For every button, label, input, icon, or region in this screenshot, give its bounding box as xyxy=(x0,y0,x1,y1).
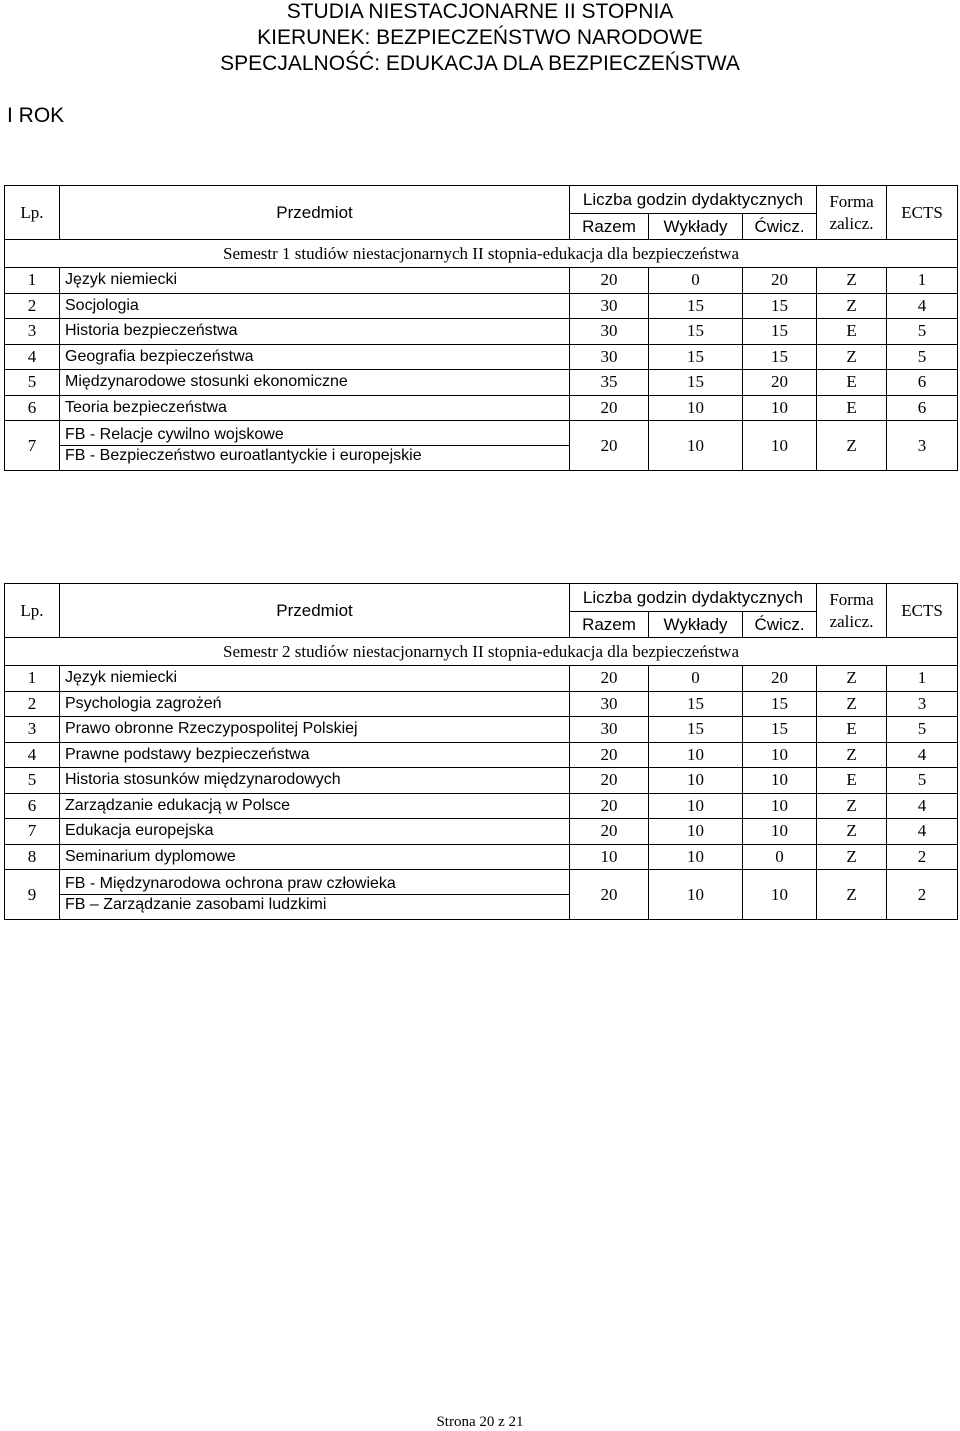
header-lp: Lp. xyxy=(5,186,60,240)
row-total: 30 xyxy=(570,691,649,717)
row-exercises: 10 xyxy=(743,742,817,768)
header-exercises: Ćwicz. xyxy=(743,612,817,638)
semester-2-title: Semestr 2 studiów niestacjonarnych II stopnia-edukacja dla bezpieczeństwa xyxy=(5,638,958,666)
row-lectures: 15 xyxy=(649,293,743,319)
row-lp: 9 xyxy=(5,870,60,920)
row-subject: Historia stosunków międzynarodowych xyxy=(60,768,570,794)
row-subject: Psychologia zagrożeń xyxy=(60,691,570,717)
row-exercises: 15 xyxy=(743,293,817,319)
row-ects: 3 xyxy=(887,691,958,717)
semester-1-title: Semestr 1 studiów niestacjonarnych II stopnia-edukacja dla bezpieczeństwa xyxy=(5,240,958,268)
table-row xyxy=(5,344,958,370)
row-subject: Edukacja europejska xyxy=(60,819,570,845)
row-form: E xyxy=(817,395,887,421)
table-row xyxy=(5,793,958,819)
row-ects: 5 xyxy=(887,717,958,743)
table-row xyxy=(5,395,958,421)
semester-1-rows xyxy=(5,268,958,471)
semester-2-rows xyxy=(5,666,958,920)
row-lp: 7 xyxy=(5,819,60,845)
row-exercises: 10 xyxy=(743,819,817,845)
row-form: Z xyxy=(817,293,887,319)
header-hours: Liczba godzin dydaktycznych xyxy=(570,186,817,214)
row-subject: Zarządzanie edukacją w Polsce xyxy=(60,793,570,819)
header-exercises: Ćwicz. xyxy=(743,214,817,240)
row-total: 20 xyxy=(570,819,649,845)
row-subject: Historia bezpieczeństwa xyxy=(60,319,570,345)
row-total: 20 xyxy=(570,268,649,294)
row-ects: 4 xyxy=(887,293,958,319)
header-total: Razem xyxy=(570,612,649,638)
row-subject: Seminarium dyplomowe xyxy=(60,844,570,870)
row-total: 20 xyxy=(570,742,649,768)
table-row xyxy=(5,268,958,294)
row-lectures: 10 xyxy=(649,768,743,794)
table-row xyxy=(5,819,958,845)
row-subject: Język niemiecki xyxy=(60,666,570,692)
row-ects: 1 xyxy=(887,268,958,294)
row-form: Z xyxy=(817,844,887,870)
row-lp: 1 xyxy=(5,666,60,692)
row-form: E xyxy=(817,370,887,396)
elective-option-1: FB - Międzynarodowa ochrona praw człowieka xyxy=(60,874,569,895)
row-lectures: 10 xyxy=(649,395,743,421)
row-lp: 6 xyxy=(5,793,60,819)
row-ects: 5 xyxy=(887,319,958,345)
row-form: Z xyxy=(817,793,887,819)
header-ects: ECTS xyxy=(887,186,958,240)
row-form: Z xyxy=(817,742,887,768)
row-lectures: 15 xyxy=(649,370,743,396)
row-lectures: 15 xyxy=(649,344,743,370)
row-lectures: 10 xyxy=(649,421,743,471)
header-subject: Przedmiot xyxy=(60,186,570,240)
table-row xyxy=(5,666,958,692)
header-lp: Lp. xyxy=(5,584,60,638)
row-total: 20 xyxy=(570,421,649,471)
table-row xyxy=(5,691,958,717)
row-subject: Prawo obronne Rzeczypospolitej Polskiej xyxy=(60,717,570,743)
row-lp: 4 xyxy=(5,344,60,370)
row-form: Z xyxy=(817,268,887,294)
row-form: Z xyxy=(817,666,887,692)
row-exercises: 15 xyxy=(743,319,817,345)
row-form: Z xyxy=(817,691,887,717)
row-lectures: 10 xyxy=(649,742,743,768)
row-form: Z xyxy=(817,819,887,845)
row-ects: 2 xyxy=(887,870,958,920)
row-lectures: 10 xyxy=(649,793,743,819)
row-total: 30 xyxy=(570,293,649,319)
row-ects: 6 xyxy=(887,395,958,421)
table-row xyxy=(5,742,958,768)
table-row xyxy=(5,319,958,345)
row-lectures: 15 xyxy=(649,717,743,743)
row-exercises: 10 xyxy=(743,870,817,920)
row-total: 20 xyxy=(570,666,649,692)
row-lectures: 15 xyxy=(649,691,743,717)
row-exercises: 10 xyxy=(743,395,817,421)
row-total: 30 xyxy=(570,344,649,370)
row-total: 20 xyxy=(570,768,649,794)
row-subject: Teoria bezpieczeństwa xyxy=(60,395,570,421)
row-lp: 8 xyxy=(5,844,60,870)
row-lp: 2 xyxy=(5,293,60,319)
row-exercises: 20 xyxy=(743,268,817,294)
table-row xyxy=(5,844,958,870)
header-form-line1: Forma xyxy=(829,589,874,609)
table-row-elective xyxy=(5,870,958,920)
table-row xyxy=(5,768,958,794)
row-lectures: 15 xyxy=(649,319,743,345)
table-row xyxy=(5,717,958,743)
semester-2-table xyxy=(4,583,958,920)
row-form: E xyxy=(817,768,887,794)
elective-option-2: FB - Bezpieczeństwo euroatlantyckie i europejskie xyxy=(65,447,422,464)
row-lp: 5 xyxy=(5,370,60,396)
row-ects: 4 xyxy=(887,742,958,768)
row-lp: 5 xyxy=(5,768,60,794)
row-exercises: 0 xyxy=(743,844,817,870)
elective-option-2: FB – Zarządzanie zasobami ludzkimi xyxy=(65,896,327,913)
table-row-elective xyxy=(5,421,958,471)
row-ects: 6 xyxy=(887,370,958,396)
row-total: 20 xyxy=(570,793,649,819)
row-total: 35 xyxy=(570,370,649,396)
row-lectures: 0 xyxy=(649,268,743,294)
row-total: 30 xyxy=(570,717,649,743)
row-lp: 6 xyxy=(5,395,60,421)
row-ects: 4 xyxy=(887,819,958,845)
row-ects: 4 xyxy=(887,793,958,819)
row-lp: 4 xyxy=(5,742,60,768)
row-exercises: 20 xyxy=(743,370,817,396)
header-form xyxy=(817,584,887,638)
row-form: Z xyxy=(817,421,887,471)
row-ects: 1 xyxy=(887,666,958,692)
row-form: Z xyxy=(817,344,887,370)
row-ects: 2 xyxy=(887,844,958,870)
row-subject: Socjologia xyxy=(60,293,570,319)
header-line-3: SPECJALNOŚĆ: EDUKACJA DLA BEZPIECZEŃSTWA xyxy=(220,52,740,75)
table-row xyxy=(5,370,958,396)
row-lectures: 0 xyxy=(649,666,743,692)
row-lp: 3 xyxy=(5,717,60,743)
row-subject-electives xyxy=(60,421,570,471)
row-exercises: 10 xyxy=(743,421,817,471)
header-form-line1: Forma xyxy=(829,191,874,211)
header-line-1: STUDIA NIESTACJONARNE II STOPNIA xyxy=(286,0,674,23)
header-hours: Liczba godzin dydaktycznych xyxy=(570,584,817,612)
row-exercises: 15 xyxy=(743,344,817,370)
row-exercises: 20 xyxy=(743,666,817,692)
header-lectures: Wykłady xyxy=(649,214,743,240)
header-line-2: KIERUNEK: BEZPIECZEŃSTWO NARODOWE xyxy=(257,26,703,49)
header-subject: Przedmiot xyxy=(60,584,570,638)
row-lp: 3 xyxy=(5,319,60,345)
header-ects: ECTS xyxy=(887,584,958,638)
page-footer: Strona 20 z 21 xyxy=(436,1414,524,1430)
row-ects: 5 xyxy=(887,344,958,370)
row-lectures: 10 xyxy=(649,870,743,920)
row-total: 20 xyxy=(570,395,649,421)
row-ects: 5 xyxy=(887,768,958,794)
row-exercises: 10 xyxy=(743,768,817,794)
row-subject: Geografia bezpieczeństwa xyxy=(60,344,570,370)
row-subject: Prawne podstawy bezpieczeństwa xyxy=(60,742,570,768)
year-label: I ROK xyxy=(7,104,65,127)
header-lectures: Wykłady xyxy=(649,612,743,638)
row-lp: 7 xyxy=(5,421,60,471)
row-lp: 2 xyxy=(5,691,60,717)
header-form xyxy=(817,186,887,240)
row-form: E xyxy=(817,319,887,345)
row-exercises: 15 xyxy=(743,717,817,743)
row-total: 20 xyxy=(570,870,649,920)
row-exercises: 10 xyxy=(743,793,817,819)
row-subject: Język niemiecki xyxy=(60,268,570,294)
row-ects: 3 xyxy=(887,421,958,471)
table-row xyxy=(5,293,958,319)
semester-1-table xyxy=(4,185,958,471)
elective-option-1: FB - Relacje cywilno wojskowe xyxy=(60,425,569,446)
header-form-line2: zalicz. xyxy=(829,213,874,233)
row-subject-electives xyxy=(60,870,570,920)
row-form: Z xyxy=(817,870,887,920)
row-form: E xyxy=(817,717,887,743)
header-total: Razem xyxy=(570,214,649,240)
header-form-line2: zalicz. xyxy=(829,611,874,631)
row-subject: Międzynarodowe stosunki ekonomiczne xyxy=(60,370,570,396)
row-total: 10 xyxy=(570,844,649,870)
row-total: 30 xyxy=(570,319,649,345)
row-exercises: 15 xyxy=(743,691,817,717)
row-lp: 1 xyxy=(5,268,60,294)
row-lectures: 10 xyxy=(649,819,743,845)
row-lectures: 10 xyxy=(649,844,743,870)
